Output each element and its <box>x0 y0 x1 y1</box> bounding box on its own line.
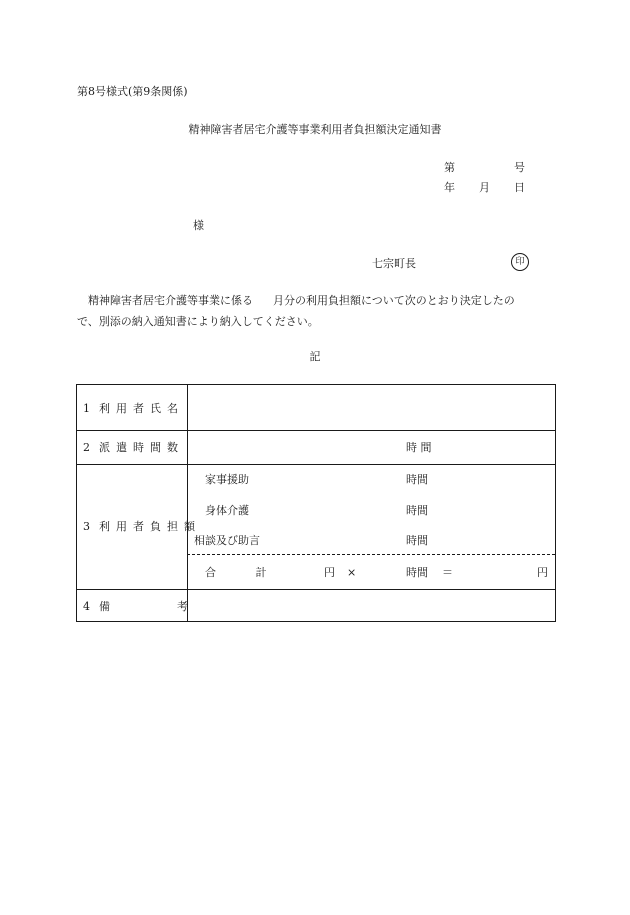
number-go: 号 <box>514 161 525 174</box>
addressee-sama: 様 <box>193 219 204 232</box>
issuer-name: 七宗町長 <box>372 257 416 270</box>
total-hours-unit: 時間 <box>406 566 428 579</box>
body-text-line-2: で、別添の納入通知書により納入してください。 <box>77 315 319 328</box>
total-yen-amount: 円 <box>537 566 548 579</box>
total-label: 合 計 <box>205 566 285 579</box>
ki-marker: 記 <box>309 350 321 363</box>
date-month: 月 <box>479 181 490 194</box>
body-text-part-1: 精神障害者居宅介護等事業に係る <box>88 294 253 307</box>
table-row-divider <box>77 589 555 590</box>
table-row-divider <box>77 464 555 465</box>
row-user-name-label: 1 利用者氏名 <box>83 402 184 415</box>
body-text-line-1 <box>77 295 515 306</box>
item-physical-care-label: 身体介護 <box>205 504 249 517</box>
row-dispatch-hours-label: 2 派遣時間数 <box>83 441 184 454</box>
total-yen-rate: 円 <box>324 566 335 579</box>
table-subtotal-divider <box>187 554 555 555</box>
date-day: 日 <box>514 181 525 194</box>
item-consultation-label: 相談及び助言 <box>194 534 260 547</box>
total-times-sign: × <box>347 566 357 579</box>
item-housework-label: 家事援助 <box>205 473 249 486</box>
dispatch-hours-unit: 時 間 <box>406 441 432 454</box>
total-equals-sign: ＝ <box>442 566 453 579</box>
number-dai: 第 <box>444 161 455 174</box>
body-text-part-2: 月分の利用負担額について次のとおり決定したの <box>273 294 515 307</box>
item-physical-care-unit: 時間 <box>406 504 428 517</box>
item-consultation-unit: 時間 <box>406 534 428 547</box>
table-column-divider <box>187 385 188 621</box>
seal-mark: 印 <box>511 253 529 271</box>
row-user-charge-label: 3 利用者負担額 <box>83 520 201 533</box>
item-housework-unit: 時間 <box>406 473 428 486</box>
row-remarks-label: 4 備 考 <box>83 600 188 613</box>
table-row-divider <box>77 430 555 431</box>
document-title: 精神障害者居宅介護等事業利用者負担額決定通知書 <box>188 123 442 136</box>
form-number: 第8号様式(第9条関係) <box>77 85 188 98</box>
fee-table <box>76 384 556 622</box>
date-year: 年 <box>444 181 455 194</box>
